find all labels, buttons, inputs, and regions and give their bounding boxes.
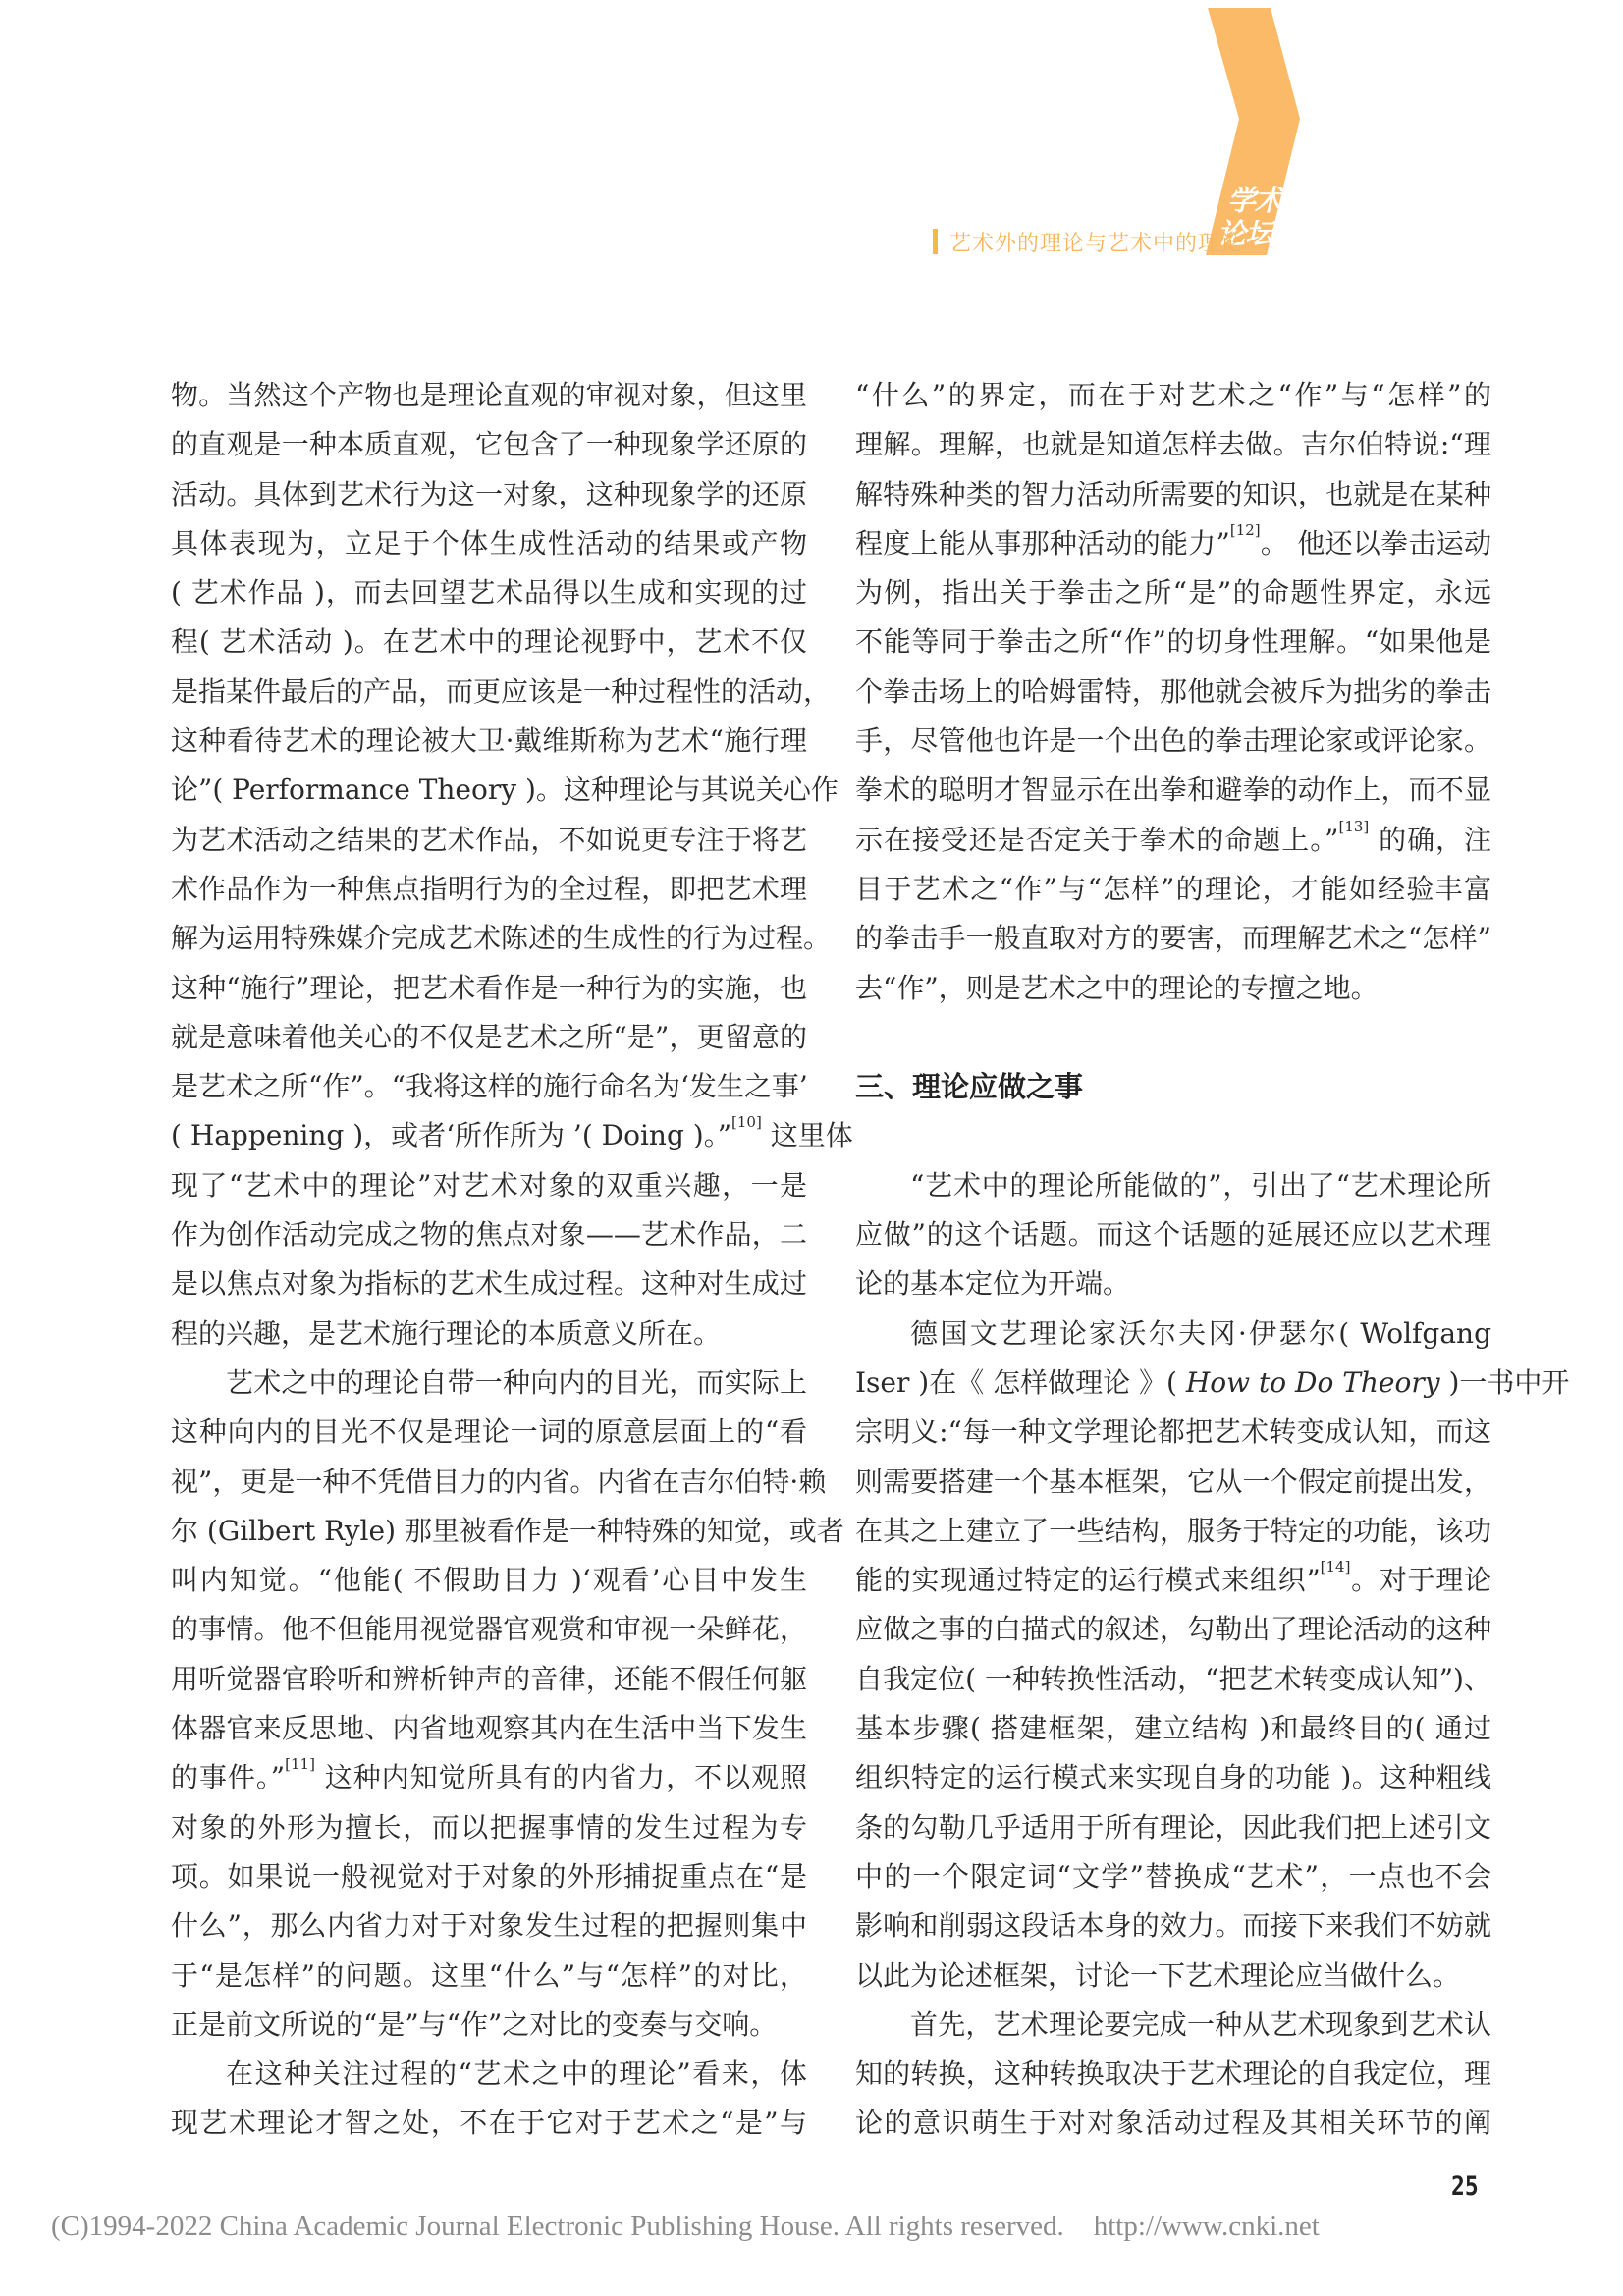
book-title-italic: How to Do Theory	[1185, 1365, 1440, 1399]
line-text: 论”( Performance Theory )。这种理论与其说关心作	[171, 774, 839, 807]
line-text: ( 艺术作品 )，而去回望艺术品得以生成和实现的过	[171, 576, 807, 610]
line-text: 在其之上建立了一些结构，服务于特定的功能，该功	[855, 1514, 1491, 1547]
left-column	[171, 371, 853, 2149]
text-line	[171, 1951, 807, 2001]
line-text: 不能等同于拳击之所“作”的切身性理解。“如果他是	[855, 625, 1491, 659]
text-line	[171, 1359, 807, 1408]
text-line	[171, 2001, 807, 2050]
line-text: 体器官来反思地、内省地观察其内在生活中当下发生	[171, 1712, 807, 1745]
text-line	[171, 1458, 827, 1507]
line-text: 这种看待艺术的理论被大卫·戴维斯称为艺术“施行理	[171, 724, 807, 758]
text-line	[855, 568, 1491, 617]
text-line	[855, 1901, 1491, 1950]
line-text-after: 。对于理论	[1350, 1564, 1491, 1597]
line-text: 目于艺术之“作”与“怎样”的理论，才能如经验丰富	[855, 872, 1491, 905]
line-text: 应做之事的白描式的叙述，勾勒出了理论活动的这种	[855, 1613, 1491, 1646]
text-line	[171, 519, 807, 568]
text-line	[171, 667, 832, 717]
text-line	[855, 717, 1491, 766]
line-text: 这种向内的目光不仅是理论一词的原意层面上的“看	[171, 1415, 807, 1449]
text-line	[171, 914, 832, 963]
line-text-after: 。 他还以拳击运动	[1260, 526, 1491, 560]
line-text: 组织特定的运行模式来实现自身的功能 )。这种粗线	[855, 1761, 1491, 1794]
footer-url[interactable]: http://www.cnki.net	[1093, 2211, 1320, 2242]
line-text: 是指某件最后的产品，而更应该是一种过程性的活动，	[171, 674, 832, 708]
text-line	[855, 617, 1491, 667]
line-text: 正是前文所说的“是”与“作”之对比的变奏与交响。	[171, 2007, 778, 2041]
line-text: 自我定位( 一种转换性活动，“把艺术转变成认知”)、	[855, 1662, 1491, 1695]
citation-ref[interactable]: [14]	[1320, 1558, 1351, 1576]
text-line	[171, 1803, 807, 1852]
text-line	[171, 865, 807, 914]
line-text: 示在接受还是否定关于拳术的命题上。”	[855, 823, 1339, 856]
line-text: 物。当然这个产物也是理论直观的审视对象，但这里	[171, 379, 807, 411]
line-text: 具体表现为，立足于个体生成性活动的结果或产物	[171, 526, 807, 560]
line-text: 是艺术之所“作”。“我将这样的施行命名为‘发生之事’	[171, 1070, 808, 1103]
page-number: 25	[1451, 2171, 1479, 2202]
line-text: 的事件。”	[171, 1761, 286, 1794]
text-line	[855, 1309, 1491, 1359]
section-badge-line1: 学术	[1227, 184, 1283, 217]
text-line	[855, 766, 1491, 815]
text-line	[171, 1309, 807, 1359]
line-text-after: )一书中开	[1439, 1365, 1570, 1399]
line-text: “什么”的界定，而在于对艺术之“作”与“怎样”的	[855, 379, 1491, 411]
citation-ref[interactable]: [11]	[285, 1755, 315, 1774]
text-line	[171, 568, 807, 617]
text-line	[171, 1556, 807, 1605]
text-line	[855, 1655, 1491, 1704]
text-line	[171, 1408, 807, 1457]
line-text: 对象的外形为擅长，而以把握事情的发生过程为专	[171, 1810, 807, 1843]
text-line	[171, 816, 807, 865]
line-text: ( Happening )，或者‘所作所为 ’( Doing )。”	[171, 1119, 732, 1152]
spacer	[855, 1111, 1491, 1160]
text-line	[855, 1359, 1570, 1408]
line-text: 活动。具体到艺术行为这一对象，这种现象学的还原	[171, 477, 807, 510]
section-badge-line2: 论坛	[1217, 217, 1273, 250]
citation-ref[interactable]: [12]	[1229, 520, 1261, 539]
text-line	[171, 1507, 844, 1556]
text-line	[171, 1852, 807, 1901]
text-line	[171, 2099, 807, 2148]
text-line	[171, 1210, 807, 1259]
text-line	[855, 2001, 1491, 2050]
line-text: 为艺术活动之结果的艺术作品，不如说更专注于将艺	[171, 823, 807, 856]
text-line	[171, 964, 807, 1013]
line-text: 应做”的这个话题。而这个话题的延展还应以艺术理	[855, 1218, 1491, 1252]
line-text: 项。如果说一般视觉对于对象的外形捕捉重点在“是	[171, 1859, 807, 1893]
text-line	[855, 1210, 1491, 1259]
line-text: 能的实现通过特定的运行模式来组织”	[855, 1564, 1321, 1597]
text-line	[171, 2050, 807, 2099]
line-text: 去“作”，则是艺术之中的理论的专擅之地。	[855, 971, 1379, 1004]
line-text: 作为创作活动完成之物的焦点对象——艺术作品，二	[171, 1218, 807, 1252]
text-line	[855, 1556, 1491, 1605]
text-line	[855, 420, 1491, 469]
line-text: 程度上能从事那种活动的能力”	[855, 526, 1230, 560]
line-text: 现艺术理论才智之处，不在于它对于艺术之“是”与	[171, 2107, 807, 2140]
running-head-bar	[933, 229, 938, 254]
line-text: 德国文艺理论家沃尔夫冈·伊瑟尔( Wolfgang	[910, 1316, 1491, 1350]
footer-copyright: (C)1994-2022 China Academic Journal Electronic Publishing House. All rights reserved.	[51, 2211, 1064, 2242]
line-text: 拳术的聪明才智显示在出拳和避拳的动作上，而不显	[855, 774, 1491, 807]
line-text-after: 这种内知觉所具有的内省力，不以观照	[314, 1761, 807, 1794]
text-line	[855, 1852, 1491, 1901]
spacer	[855, 1013, 1491, 1062]
line-text: 理解。理解，也就是知道怎样去做。吉尔伯特说:“理	[855, 428, 1491, 461]
text-line	[171, 1013, 807, 1062]
line-text: 则需要搭建一个基本框架，它从一个假定前提出发，	[855, 1465, 1491, 1498]
text-line	[855, 1507, 1491, 1556]
text-line	[855, 1605, 1491, 1654]
line-text: 现了“艺术中的理论”对艺术对象的双重兴趣，一是	[171, 1168, 807, 1201]
text-line	[855, 964, 1491, 1013]
text-line	[171, 1901, 807, 1950]
line-text-after: 的确，注	[1369, 823, 1491, 856]
line-text: “艺术中的理论所能做的”，引出了“艺术理论所	[910, 1168, 1491, 1201]
text-line	[855, 2099, 1491, 2148]
text-line	[171, 1753, 807, 1802]
line-text: 这种“施行”理论，把艺术看作是一种行为的实施，也	[171, 971, 807, 1004]
line-text: 是以焦点对象为指标的艺术生成过程。这种对生成过	[171, 1267, 807, 1301]
text-line	[171, 1655, 807, 1704]
citation-ref[interactable]: [10]	[731, 1113, 762, 1132]
line-text: 艺术之中的理论自带一种向内的目光，而实际上	[226, 1365, 807, 1399]
text-line	[855, 1803, 1491, 1852]
text-line	[855, 1458, 1491, 1507]
line-text: 用听觉器官聆听和辨析钟声的音律，还能不假任何躯	[171, 1662, 807, 1695]
line-text: 的拳击手一般直取对方的要害，而理解艺术之“怎样”	[855, 922, 1491, 955]
text-line	[855, 667, 1491, 717]
line-text: 叫内知觉。“他能( 不假助目力 )‘观看’心目中发生	[171, 1564, 807, 1597]
text-line	[855, 1161, 1491, 1210]
line-text: 就是意味着他关心的不仅是艺术之所“是”，更留意的	[171, 1020, 807, 1053]
line-text: 宗明义:“每一种文学理论都把艺术转变成认知，而这	[855, 1415, 1491, 1449]
line-text: 解特殊种类的智力活动所需要的知识，也就是在某种	[855, 477, 1491, 510]
line-text: 论的意识萌生于对对象活动过程及其相关环节的阐	[855, 2107, 1491, 2140]
line-text: 条的勾勒几乎适用于所有理论，因此我们把上述引文	[855, 1810, 1491, 1843]
line-text: 手，尽管他也许是一个出色的拳击理论家或评论家。	[855, 724, 1491, 758]
line-text: 中的一个限定词“文学”替换成“艺术”，一点也不会	[855, 1859, 1491, 1893]
line-text: 基本步骤( 搭建框架，建立结构 )和最终目的( 通过	[855, 1712, 1491, 1745]
line-text: 的直观是一种本质直观，它包含了一种现象学还原的	[171, 428, 807, 461]
text-line	[171, 717, 807, 766]
section-heading	[855, 1062, 1491, 1111]
line-text: 于“是怎样”的问题。这里“什么”与“怎样”的对比，	[171, 1958, 807, 1992]
line-text: 尔 (Gilbert Ryle) 那里被看作是一种特殊的知觉，或者	[171, 1514, 844, 1547]
line-text: 影响和削弱这段话本身的效力。而接下来我们不妨就	[855, 1909, 1491, 1943]
line-text: 的事情。他不但能用视觉器官观赏和审视一朵鲜花，	[171, 1613, 807, 1646]
text-line	[171, 420, 807, 469]
text-line	[171, 766, 839, 815]
line-text: 什么”，那么内省力对于对象发生过程的把握则集中	[171, 1909, 807, 1943]
line-text: 个拳击场上的哈姆雷特，那他就会被斥为拙劣的拳击	[855, 674, 1491, 708]
footer	[51, 2211, 1320, 2243]
text-line	[171, 1161, 807, 1210]
line-text: 三、理论应做之事	[855, 1070, 1084, 1104]
text-line	[171, 617, 807, 667]
line-text: 论的基本定位为开端。	[855, 1267, 1131, 1301]
right-column	[855, 371, 1570, 2149]
text-line	[855, 470, 1491, 519]
text-line	[855, 816, 1491, 865]
text-line	[171, 1704, 807, 1753]
text-line	[171, 1605, 807, 1654]
text-line	[855, 914, 1491, 963]
citation-ref[interactable]: [13]	[1338, 817, 1370, 835]
line-text: 程( 艺术活动 )。在艺术中的理论视野中，艺术不仅	[171, 625, 807, 659]
text-line	[855, 2050, 1491, 2099]
line-text: 程的兴趣，是艺术施行理论的本质意义所在。	[171, 1316, 722, 1350]
line-text: 术作品作为一种焦点指明行为的全过程，即把艺术理	[171, 872, 807, 905]
text-line	[855, 519, 1491, 568]
line-text: Iser )在《 怎样做理论 》(	[855, 1365, 1186, 1399]
line-text: 为例，指出关于拳击之所“是”的命题性界定，永远	[855, 576, 1491, 610]
line-text-after: 这里体	[761, 1119, 853, 1152]
text-line	[171, 1062, 807, 1111]
line-text: 首先，艺术理论要完成一种从艺术现象到艺术认	[910, 2007, 1491, 2041]
running-title: 艺术外的理论与艺术中的理论	[949, 231, 1244, 256]
text-line	[855, 865, 1491, 914]
line-text: 解为运用特殊媒介完成艺术陈述的生成性的行为过程。	[171, 922, 832, 955]
line-text: 知的转换，这种转换取决于艺术理论的自我定位，理	[855, 2057, 1491, 2091]
running-head	[933, 228, 1243, 255]
text-line	[171, 371, 807, 420]
text-line	[855, 1704, 1491, 1753]
text-line	[855, 1408, 1491, 1457]
text-line	[171, 1111, 853, 1160]
text-line	[855, 1753, 1491, 1802]
text-line	[855, 1259, 1491, 1308]
text-line	[855, 1951, 1491, 2001]
line-text: 视”，更是一种不凭借目力的内省。内省在吉尔伯特·赖	[171, 1465, 827, 1498]
text-line	[171, 470, 807, 519]
line-text: 以此为论述框架，讨论一下艺术理论应当做什么。	[855, 1958, 1461, 1992]
line-text: 在这种关注过程的“艺术之中的理论”看来，体	[226, 2057, 807, 2091]
text-line	[171, 1259, 807, 1308]
text-line	[855, 371, 1491, 420]
